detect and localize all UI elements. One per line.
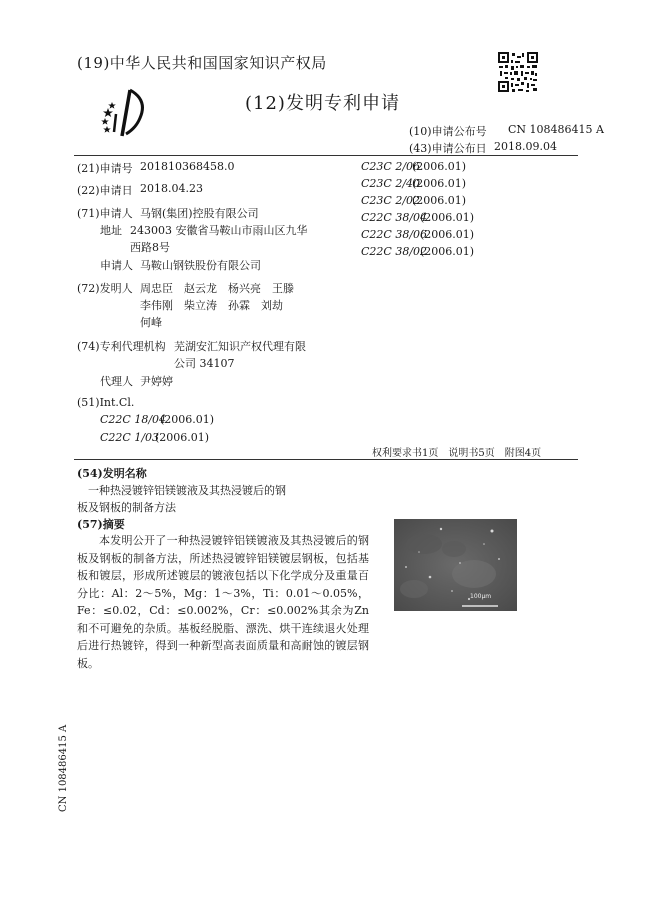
class-code: C22C 38/06 xyxy=(361,228,428,241)
address-line1: 243003 安徽省马鞍山市雨山区九华 xyxy=(130,224,308,237)
agency-line2: 公司 34107 xyxy=(174,357,235,370)
sidebar-publication-id: CN 108486415 A xyxy=(58,724,69,812)
inventors-line3: 何峰 xyxy=(140,316,162,329)
abstract-label: (57)摘要 xyxy=(77,518,125,531)
pub-number-label: (10)申请公布号 xyxy=(409,125,487,138)
class-code: C22C 38/02 xyxy=(361,245,428,258)
mid-divider xyxy=(74,459,578,460)
class-version: (2006.01) xyxy=(412,177,467,190)
app-date: 2018.04.23 xyxy=(140,182,203,195)
invention-title-line2: 板及钢板的制备方法 xyxy=(77,501,176,514)
address-label: 地址 xyxy=(100,224,122,237)
address-line2: 西路8号 xyxy=(130,241,170,254)
class-code: C23C 2/02 xyxy=(361,194,421,207)
cnipa-logo xyxy=(100,88,152,138)
top-divider xyxy=(74,155,578,156)
class-code: C22C 38/04 xyxy=(361,211,428,224)
pub-number: CN 108486415 A xyxy=(508,123,604,136)
micrograph-image xyxy=(394,519,517,611)
class-version: (2006.01) xyxy=(420,228,475,241)
class-code: C23C 2/40 xyxy=(361,177,421,190)
invention-title-line1: 一种热浸镀锌铝镁镀液及其热浸镀后的钢 xyxy=(88,484,286,497)
intcl-code: C22C 18/04 xyxy=(100,413,167,426)
inventors-line2: 李伟刚 柴立涛 孙霖 刘劫 xyxy=(140,299,283,312)
pub-date: 2018.09.04 xyxy=(494,140,557,153)
class-version: (2006.01) xyxy=(412,160,467,173)
scale-bar-label: 100μm xyxy=(470,593,492,600)
applicant2: 马鞍山钢铁股份有限公司 xyxy=(140,259,261,272)
agency-line1: 芜湖安汇知识产权代理有限 xyxy=(174,340,306,353)
applicant-label: (71)申请人 xyxy=(77,207,133,220)
intcl-version: (2006.01) xyxy=(155,431,210,444)
applicant: 马钢(集团)控股有限公司 xyxy=(140,207,259,220)
title-label: (54)发明名称 xyxy=(77,467,147,480)
inventor-label: (72)发明人 xyxy=(77,282,133,295)
class-version: (2006.01) xyxy=(412,194,467,207)
app-no: 201810368458.0 xyxy=(140,160,235,173)
class-version: (2006.01) xyxy=(420,211,475,224)
intcl-version: (2006.01) xyxy=(160,413,215,426)
abstract-text: 本发明公开了一种热浸镀锌铝镁镀液及其热浸镀后的钢板及钢板的制备方法，所述热浸镀锌铝镁镀层钢板，包括基板和镀层，形成所述镀层的镀液包括以下化学成分及重量百分比：Al：2～5%，Mg：1～3%，Ti：0.01～0.05%，Fe：≤0.02，Cd：≤0.002%，Cr：≤0.002%其余为Zn和不可避免的杂质。基板经脱脂、漂洗、烘干连续退火处理后进行热镀锌，得到一种新型高表面质量和高耐蚀的镀层钢板。 xyxy=(77,534,369,670)
app-date-label: (22)申请日 xyxy=(77,184,133,197)
intcl-label: (51)Int.Cl. xyxy=(77,396,135,409)
class-version: (2006.01) xyxy=(420,245,475,258)
class-code: C23C 2/06 xyxy=(361,160,421,173)
qr-code xyxy=(497,51,539,93)
office-name: (19)中华人民共和国国家知识产权局 xyxy=(77,54,327,72)
pub-date-label: (43)申请公布日 xyxy=(409,142,487,155)
page-counts: 权利要求书1页 说明书5页 附图4页 xyxy=(372,448,542,459)
intcl-code: C22C 1/03 xyxy=(100,431,160,444)
agent-label: 代理人 xyxy=(100,375,133,388)
app-no-label: (21)申请号 xyxy=(77,162,133,175)
agent: 尹婷婷 xyxy=(140,375,173,388)
doc-type-title: (12)发明专利申请 xyxy=(245,93,400,114)
applicant2-label: 申请人 xyxy=(100,259,133,272)
agency-label: (74)专利代理机构 xyxy=(77,340,166,353)
inventors-line1: 周忠臣 赵云龙 杨兴亮 王滕 xyxy=(140,282,294,295)
